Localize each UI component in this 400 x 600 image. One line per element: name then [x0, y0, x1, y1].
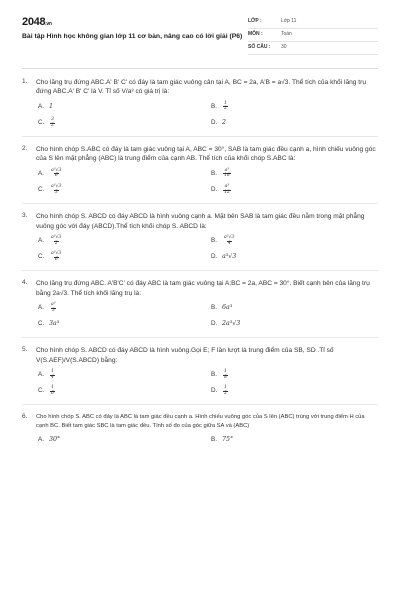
option-fraction: [50, 386, 55, 396]
fraction-numerator: a³: [224, 184, 230, 189]
meta-info: [248, 16, 378, 55]
meta-label: LỚP :: [248, 18, 262, 24]
option-letter: A.: [38, 304, 44, 312]
option-fraction: [223, 185, 231, 195]
question-number: 6.: [22, 413, 28, 421]
answer-option[interactable]: [38, 252, 211, 262]
answer-option[interactable]: [38, 236, 211, 246]
question-item: [22, 346, 378, 405]
fraction-denominator: 18: [224, 173, 230, 179]
answer-option[interactable]: [38, 370, 211, 380]
option-value: 30°: [49, 435, 61, 443]
option-letter: C.: [38, 186, 45, 194]
fraction-denominator: 2: [224, 106, 227, 112]
fraction-numerator: a³√3: [51, 167, 62, 173]
option-value: 6a³: [222, 304, 233, 312]
meta-value: Toán: [281, 31, 292, 37]
option-letter: C.: [38, 119, 45, 127]
option-letter: A.: [38, 371, 44, 379]
answer-option[interactable]: [38, 185, 211, 195]
question-text: Cho hình chóp S. ABCD có đáy ABCD là hình vuông.Gọi E; F lần lượt là trung điểm của SB, SD .Tỉ số V(S.AEF)/V(S.ABCD) bằng:: [36, 347, 334, 364]
question-item: [22, 413, 378, 452]
question-number: 1.: [22, 78, 28, 85]
option-letter: D.: [211, 186, 218, 194]
option-fraction: [223, 169, 231, 179]
option-letter: C.: [38, 387, 45, 395]
answer-option[interactable]: [38, 303, 211, 313]
option-fraction: [223, 102, 228, 112]
fraction-numerator: 3: [51, 116, 54, 122]
option-letter: D.: [211, 119, 218, 127]
answer-option[interactable]: [211, 118, 384, 128]
fraction-numerator: 1: [51, 385, 54, 391]
fraction-numerator: a³√3: [224, 234, 235, 240]
question-text: Cho hình chóp S.ABC có đáy là tam giác vuông tại A, ABC = 30°, SAB là tam giác đều cạnh a, hình chiếu vuông góc của S lên mặt phẳng (ABC) là trung điểm của cạnh AB. Thể tích của khối chóp S.ABC là:: [36, 146, 376, 163]
answer-option[interactable]: [211, 319, 384, 329]
option-letter: B.: [211, 102, 217, 110]
logo-main: 2048: [22, 16, 46, 28]
meta-row-class: [248, 16, 378, 29]
option-fraction: [50, 236, 62, 246]
fraction-denominator: 3: [51, 307, 55, 313]
option-fraction: [50, 169, 62, 179]
answer-options: [38, 370, 378, 396]
fraction-denominator: 2: [54, 240, 58, 246]
option-letter: C.: [38, 253, 45, 261]
option-value: 75°: [222, 435, 234, 443]
question-item: [22, 279, 378, 338]
option-fraction: [223, 236, 235, 246]
option-value: 3a³: [49, 320, 60, 328]
fraction-denominator: 4: [51, 374, 54, 380]
meta-value: Lớp 11: [281, 18, 297, 24]
option-letter: A.: [38, 435, 44, 443]
fraction-numerator: a³√3: [51, 251, 62, 257]
option-letter: B.: [211, 169, 217, 177]
meta-label: MÔN :: [248, 31, 263, 37]
option-letter: B.: [211, 304, 217, 312]
option-letter: A.: [38, 169, 44, 177]
answer-option[interactable]: [38, 118, 211, 128]
fraction-numerator: 1: [224, 368, 227, 374]
option-value: a³√3: [222, 253, 237, 261]
meta-value: 30: [281, 44, 287, 50]
question-item: [22, 78, 378, 137]
option-letter: C.: [38, 320, 45, 328]
answer-options: [38, 303, 378, 329]
answer-option[interactable]: [211, 252, 384, 262]
question-number: 4.: [22, 279, 28, 287]
option-letter: B.: [211, 371, 217, 379]
question-number: 5.: [22, 346, 28, 354]
fraction-denominator: 6: [51, 390, 54, 396]
answer-option[interactable]: [38, 102, 211, 112]
option-fraction: [50, 252, 62, 262]
fraction-numerator: 1: [224, 385, 227, 391]
question-item: [22, 145, 378, 204]
fraction-numerator: 1: [51, 368, 54, 374]
answer-option[interactable]: [211, 102, 384, 112]
fraction-numerator: a³: [224, 167, 230, 173]
answer-option[interactable]: [211, 185, 384, 195]
fraction-denominator: 6: [54, 256, 58, 262]
header-divider: [22, 68, 378, 69]
fraction-denominator: 6: [54, 173, 58, 179]
site-logo[interactable]: [22, 16, 52, 30]
option-letter: B.: [211, 237, 217, 245]
answer-option[interactable]: [211, 370, 384, 380]
answer-option[interactable]: [211, 169, 384, 179]
question-text: Cho lăng trụ đứng ABC. A'B'C' có đáy ABC là tam giác vuông tại A;BC = 2a, ABC = 30°. Biết cạnh bên của lăng trụ bằng 2a√3. Thể tích khối lăng trụ là:: [36, 280, 370, 297]
option-fraction: [223, 370, 228, 380]
meta-label: SỐ CÂU :: [248, 44, 271, 50]
fraction-numerator: a³√3: [51, 184, 62, 189]
answer-options: [38, 102, 378, 128]
answer-option[interactable]: [38, 319, 211, 329]
meta-row-subject: [248, 29, 378, 42]
question-text: Cho hình chóp S. ABCD có đáy ABCD là hình vuông cạnh a. Mặt bên SAB là tam giác đều nằm trong mặt phẳng vuông góc với đáy (ABCD).Thể tích khối chóp S. ABCD là:: [36, 213, 365, 230]
option-letter: D.: [211, 387, 218, 395]
page-header: [22, 16, 378, 58]
answer-option[interactable]: [38, 169, 211, 179]
meta-row-count: [248, 42, 378, 55]
fraction-numerator: 1: [224, 100, 227, 106]
option-fraction: [50, 118, 55, 128]
question-list: [22, 78, 378, 461]
question-text: Cho lăng trụ đứng ABC.A' B' C' có đáy là tam giác vuông cân tại A, BC = 2a, A'B = a√3. Thể tích của khối lăng trụ đứng ABC.A' B' C' là V. Tỉ số V/a³ có giá trị là:: [36, 79, 366, 96]
option-fraction: [50, 185, 62, 195]
option-value: 2: [222, 119, 227, 127]
question-number: 2.: [22, 145, 28, 153]
answer-option[interactable]: [211, 236, 384, 246]
answer-options: [38, 435, 378, 445]
answer-options: [38, 169, 378, 195]
document-title: Bài tập Hình học không gian lớp 11 cơ bản, nâng cao có lời giải (P6): [22, 33, 243, 40]
fraction-numerator: a³: [51, 302, 56, 307]
answer-option[interactable]: [211, 386, 384, 396]
option-letter: A.: [38, 237, 44, 245]
fraction-denominator: 4: [227, 240, 231, 246]
fraction-denominator: 8: [224, 374, 227, 380]
answer-option[interactable]: [38, 435, 211, 445]
question-number: 3.: [22, 212, 28, 220]
fraction-numerator: a³√3: [51, 234, 62, 240]
question-item: [22, 212, 378, 271]
logo-suffix: .vn: [45, 21, 52, 27]
option-fraction: [50, 303, 57, 313]
answer-option[interactable]: [211, 435, 384, 445]
fraction-denominator: 2: [51, 122, 54, 128]
option-fraction: [50, 370, 55, 380]
option-fraction: [223, 386, 228, 396]
option-letter: B.: [211, 435, 217, 443]
question-text: Cho hình chóp S. ABC có đáy là ABC là tam giác đều cạnh a. Hình chiếu vuông góc của S lên (ABC) trùng với trung điểm H của cạnh BC. Biết tam giác SBC là tam giác đều. Tính số đo của góc giữa SA và (ABC): [36, 414, 365, 429]
answer-option[interactable]: [38, 386, 211, 396]
option-value: 2a³√3: [222, 320, 241, 328]
fraction-denominator: 3: [54, 189, 58, 195]
option-letter: A.: [38, 102, 44, 110]
option-letter: D.: [211, 253, 218, 261]
fraction-denominator: 2: [224, 390, 227, 396]
option-letter: D.: [211, 320, 218, 328]
answer-option[interactable]: [211, 303, 384, 313]
answer-options: [38, 236, 378, 262]
option-value: 1: [49, 102, 54, 110]
fraction-denominator: 12: [224, 189, 230, 195]
